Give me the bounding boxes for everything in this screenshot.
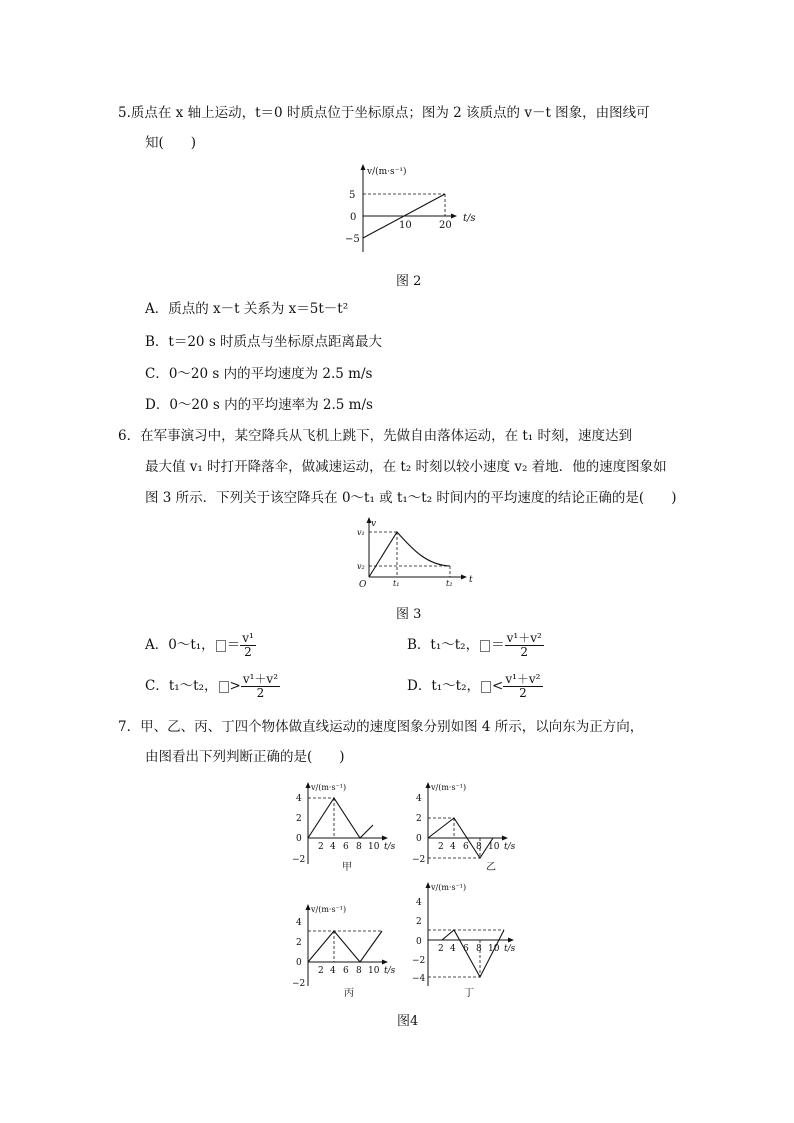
svg-text:8: 8 — [476, 842, 482, 852]
q7-label-ding: 丁 — [464, 988, 474, 999]
svg-text:10: 10 — [368, 966, 380, 976]
svg-text:−2: −2 — [412, 855, 426, 865]
q7-graph-bing — [292, 900, 402, 1000]
svg-text:4: 4 — [416, 794, 422, 804]
svg-text:v/(m·s⁻¹): v/(m·s⁻¹) — [311, 783, 347, 792]
svg-text:4: 4 — [330, 842, 336, 852]
svg-text:0: 0 — [296, 834, 302, 844]
svg-text:8: 8 — [356, 842, 362, 852]
q5-stem-line1: 5.质点在 x 轴上运动，t＝0 时质点位于坐标原点；图为 2 该质点的 v－t 图象，由图线可 — [118, 105, 650, 121]
q7-stem-line2: 由图看出下列判断正确的是( ) — [145, 749, 345, 765]
q5-xlabel: t/s — [463, 213, 476, 224]
q7-graph-ding — [412, 878, 532, 998]
svg-text:10: 10 — [488, 842, 500, 852]
svg-text:2: 2 — [318, 966, 324, 976]
q7-graph-yi — [412, 778, 522, 878]
q5-ytick-0: 0 — [350, 212, 357, 223]
svg-text:t/s: t/s — [384, 966, 396, 976]
svg-text:−2: −2 — [292, 855, 306, 865]
q6-origin: O — [359, 580, 367, 590]
q5-vt-graph — [345, 160, 475, 260]
svg-text:2: 2 — [438, 944, 444, 954]
q6-option-d[interactable]: D．t₁～t₂， < $\frac{\text{v¹＋v²}}{2}$ — [407, 672, 541, 700]
q7-caption: 图4 — [397, 1014, 419, 1029]
q6-xlabel: t — [469, 575, 473, 585]
q7-graph-jia — [292, 778, 402, 878]
svg-text:4: 4 — [416, 898, 422, 908]
q6-option-b[interactable]: B．t₁～t₂， ＝ $\frac{\text{v¹＋v²}}{2}$ — [407, 631, 542, 659]
avg-velocity-symbol-icon — [216, 640, 226, 652]
q5-ytick-5: 5 — [349, 190, 356, 201]
svg-text:2: 2 — [438, 842, 444, 852]
svg-text:2: 2 — [296, 938, 302, 948]
q5-caption: 图 2 — [396, 274, 422, 289]
q5-ytick-neg5: −5 — [345, 234, 360, 245]
svg-text:0: 0 — [416, 937, 422, 947]
svg-text:v/(m·s⁻¹): v/(m·s⁻¹) — [431, 883, 467, 892]
svg-text:4: 4 — [296, 794, 302, 804]
svg-text:6: 6 — [463, 944, 469, 954]
svg-text:0: 0 — [416, 834, 422, 844]
svg-text:6: 6 — [343, 842, 349, 852]
avg-velocity-symbol-icon — [481, 681, 491, 693]
q5-x-arrow — [451, 214, 457, 219]
q5-ylabel: v/(m·s⁻¹) — [367, 167, 407, 177]
q7-label-bing: 丙 — [344, 988, 354, 999]
q5-option-c[interactable]: C．0～20 s 内的平均速度为 2.5 m/s — [145, 366, 373, 382]
svg-text:2: 2 — [296, 814, 302, 824]
svg-text:t/s: t/s — [504, 842, 516, 852]
q6-vt-graph — [355, 515, 475, 590]
q6-x1: t₁ — [393, 579, 400, 588]
svg-text:8: 8 — [356, 966, 362, 976]
svg-text:t/s: t/s — [384, 842, 396, 852]
q7-label-jia: 甲 — [342, 862, 352, 873]
svg-text:6: 6 — [343, 966, 349, 976]
q6-x2: t₂ — [446, 579, 453, 588]
svg-text:0: 0 — [296, 958, 302, 968]
q5-stem-line2: 知( ) — [145, 135, 197, 151]
svg-text:v/(m·s⁻¹): v/(m·s⁻¹) — [311, 905, 347, 914]
svg-text:2: 2 — [318, 842, 324, 852]
svg-text:−2: −2 — [292, 979, 306, 989]
q5-y-arrow — [361, 164, 366, 170]
q6-option-c[interactable]: C．t₁～t₂， > $\frac{\text{v¹＋v²}}{2}$ — [145, 672, 279, 700]
q6-velocity-curve — [369, 532, 450, 577]
svg-text:4: 4 — [450, 842, 456, 852]
q7-label-yi: 乙 — [486, 862, 496, 873]
q5-xtick-20: 20 — [439, 220, 452, 231]
svg-text:10: 10 — [488, 944, 500, 954]
q6-ylabel: v — [371, 519, 377, 529]
svg-text:4: 4 — [450, 944, 456, 954]
avg-velocity-symbol-icon — [480, 640, 490, 652]
svg-text:10: 10 — [368, 842, 380, 852]
q6-y2: v₂ — [357, 562, 365, 571]
q6-stem-line3: 图 3 所示．下列关于该空降兵在 0～t₁ 或 t₁～t₂ 时间内的平均速度的结论正确的是( ) — [145, 490, 677, 506]
q5-option-a[interactable]: A．质点的 x－t 关系为 x＝5t－t² — [145, 301, 349, 317]
avg-velocity-symbol-icon — [219, 681, 229, 693]
q5-option-d[interactable]: D．0～20 s 内的平均速率为 2.5 m/s — [145, 397, 373, 413]
q6-caption: 图 3 — [396, 607, 422, 622]
svg-text:8: 8 — [476, 944, 482, 954]
svg-text:6: 6 — [463, 842, 469, 852]
q6-y1: v₁ — [357, 528, 365, 537]
q5-xtick-10: 10 — [399, 220, 412, 231]
q7-stem-line1: 7．甲、乙、丙、丁四个物体做直线运动的速度图象分别如图 4 所示，以向东为正方向， — [118, 719, 644, 735]
q5-option-b[interactable]: B．t＝20 s 时质点与坐标原点距离最大 — [145, 334, 383, 350]
svg-text:4: 4 — [330, 966, 336, 976]
svg-text:−4: −4 — [412, 974, 426, 984]
svg-text:t/s: t/s — [504, 944, 516, 954]
svg-text:4: 4 — [296, 918, 302, 928]
svg-text:−2: −2 — [412, 956, 426, 966]
q6-stem-line1: 6．在军事演习中，某空降兵从飞机上跳下，先做自由落体运动，在 t₁ 时刻，速度达到 — [118, 428, 633, 444]
svg-text:2: 2 — [416, 917, 422, 927]
q6-stem-line2: 最大值 v₁ 时打开降落伞，做减速运动，在 t₂ 时刻以较小速度 v₂ 着地．他的速度图象如 — [145, 459, 667, 475]
q6-option-a[interactable]: A．0～t₁， ＝ $\frac{\text{v¹}}{2}$ — [145, 631, 254, 659]
svg-text:2: 2 — [416, 814, 422, 824]
svg-text:v/(m·s⁻¹): v/(m·s⁻¹) — [431, 783, 467, 792]
